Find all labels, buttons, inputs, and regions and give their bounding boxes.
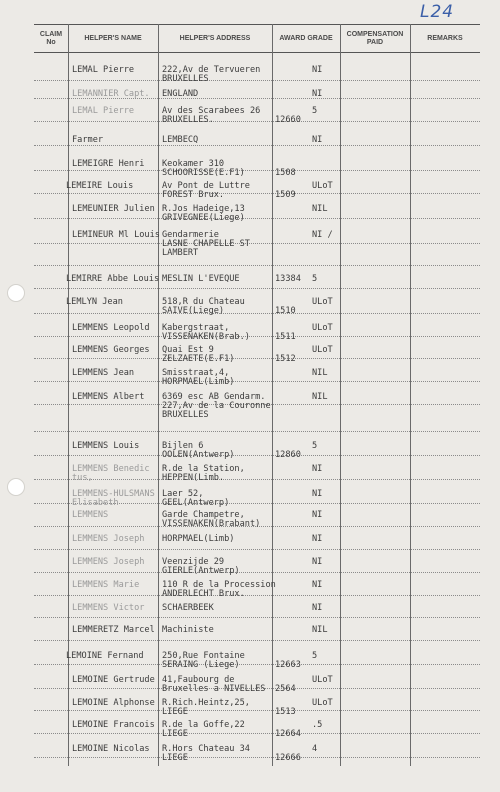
helper-address: Gendarmerie LASNE CHAPELLE ST LAMBERT <box>162 230 250 258</box>
award-number: 12663 <box>275 660 301 670</box>
award-grade: 5 <box>312 441 318 451</box>
helper-address: LEMBECQ <box>162 135 199 145</box>
helper-address: R.Rich.Heintz,25, LIEGE <box>162 698 250 717</box>
row-rule <box>34 455 480 456</box>
helper-address: Av des Scarabees 26 BRUXELLES. <box>162 106 261 125</box>
column-header-name: HELPER'S NAME <box>84 34 142 42</box>
helper-address: SCHAERBEEK <box>162 603 214 613</box>
award-number: 1510 <box>275 306 296 316</box>
award-grade: ULoT <box>312 698 333 708</box>
row-rule <box>34 733 480 734</box>
helper-address: 222,Av de Tervueren BRUXELLES <box>162 65 261 84</box>
row-rule <box>34 313 480 314</box>
helper-address: Veenzijde 29 GIERLE(Antwerp) <box>162 557 240 576</box>
award-grade: NI <box>312 534 323 544</box>
award-grade: NI / <box>312 230 333 240</box>
helper-address: R.de la Goffe,22 LIEGE <box>162 720 245 739</box>
award-grade: NI <box>312 135 323 145</box>
helper-name: LEMMENS Marie <box>72 580 140 590</box>
helper-name: LEMMENS Albert <box>72 392 145 402</box>
helper-name: LEMEIRE Louis <box>66 181 134 191</box>
helper-name: LEMOINE Fernand <box>66 651 144 661</box>
award-grade: NI <box>312 65 323 75</box>
award-grade: 5 <box>312 106 318 116</box>
helper-address: ENGLAND <box>162 89 199 99</box>
helper-address: R.Jos Hadeige,13 GRIVEGNEE(Liege) <box>162 204 245 223</box>
helper-name: LEMMENS <box>72 510 109 520</box>
row-rule <box>34 243 480 244</box>
helper-address: Av Pont de Luttre FOREST Brux. <box>162 181 250 200</box>
award-number: 13384 <box>275 274 301 284</box>
helper-name: LEMAL Pierre <box>72 65 135 75</box>
award-number: 12660 <box>275 115 301 125</box>
helper-name: LEMAL Pierre <box>72 106 135 116</box>
helper-address: Bijlen 6 OOLEN(Antwerp) <box>162 441 235 460</box>
award-number: 1509 <box>275 190 296 200</box>
award-number: 2564 <box>275 684 296 694</box>
row-rule <box>34 265 480 266</box>
helper-name: LEMMENS Joseph <box>72 557 145 567</box>
award-grade: 4 <box>312 744 318 754</box>
award-grade: NIL <box>312 625 328 635</box>
column-divider <box>410 24 411 766</box>
award-grade: NI <box>312 580 323 590</box>
row-rule <box>34 170 480 171</box>
row-rule <box>34 145 480 146</box>
helper-address: Kabergstraat, VISSENAKEN(Brab.) <box>162 323 250 342</box>
punch-hole-bottom <box>7 478 25 496</box>
helper-name: LEMOINE Nicolas <box>72 744 150 754</box>
award-grade: ULoT <box>312 675 333 685</box>
award-grade: .5 <box>312 720 323 730</box>
helper-name: LEMIRRE Abbe Louis <box>66 274 160 284</box>
award-grade: NI <box>312 89 323 99</box>
column-divider <box>340 24 341 766</box>
award-number: 1511 <box>275 332 296 342</box>
header-bottom-rule <box>34 52 480 53</box>
row-rule <box>34 617 480 618</box>
award-grade: NI <box>312 603 323 613</box>
helper-name: LEMMENS Joseph <box>72 534 145 544</box>
helper-name: Farmer <box>72 135 104 145</box>
row-rule <box>34 640 480 641</box>
helper-address: Quai Est 9 ZELZAETE(E.F1) <box>162 345 235 364</box>
helper-address: 110 R de la Procession ANDERLECHT Brux. <box>162 580 276 599</box>
helper-address: 518,R du Chateau SAIVE(Liege) <box>162 297 245 316</box>
row-rule <box>34 358 480 359</box>
award-grade: NI <box>312 557 323 567</box>
row-rule <box>34 193 480 194</box>
award-number: 1508 <box>275 168 296 178</box>
row-rule <box>34 710 480 711</box>
row-rule <box>34 218 480 219</box>
helper-name: LEMMENS Benedic tus, <box>72 464 150 483</box>
helper-name: LEMMERETZ Marcel <box>72 625 155 635</box>
row-rule <box>34 549 480 550</box>
helper-address: Smisstraat,4, HORPMAEL(Limb) <box>162 368 235 387</box>
helper-address: 6369 esc AB Gendarm. 227,Av de la Couronne BRUXELLES <box>162 392 271 420</box>
helper-address: 41,Faubourg de Bruxelles a NIVELLES <box>162 675 266 694</box>
helper-name: LEMEIGRE Henri <box>72 159 145 169</box>
award-grade: NIL <box>312 204 328 214</box>
award-number: 1513 <box>275 707 296 717</box>
file-reference-stamp: L24 <box>420 2 455 22</box>
punch-hole-top <box>7 284 25 302</box>
helper-name: LEMMENS Jean <box>72 368 135 378</box>
helper-name: LEMMENS Victor <box>72 603 145 613</box>
award-grade: NI <box>312 510 323 520</box>
award-number: 12666 <box>275 753 301 763</box>
helper-address: Garde Champetre, VISSENAKEN(Brabant) <box>162 510 261 529</box>
helper-address: MESLIN L'EVEQUE <box>162 274 240 284</box>
award-grade: ULoT <box>312 297 333 307</box>
helper-name: LEMOINE Gertrude <box>72 675 155 685</box>
helper-address: R.Hors Chateau 34 LIEGE <box>162 744 250 763</box>
helper-address: HORPMAEL(Limb) <box>162 534 235 544</box>
award-grade: 5 <box>312 651 318 661</box>
helper-name: LEMMENS Louis <box>72 441 140 451</box>
column-divider <box>272 24 273 766</box>
award-number: 1512 <box>275 354 296 364</box>
award-number: 12860 <box>275 450 301 460</box>
helper-address: Laer 52, GEEL(Antwerp) <box>162 489 230 508</box>
helper-name: LEMLYN Jean <box>66 297 123 307</box>
award-grade: NIL <box>312 368 328 378</box>
column-header-claim: CLAIM No <box>39 30 63 46</box>
helper-name: LEMEUNIER Julien <box>72 204 155 214</box>
helper-name: LEMANNIER Capt. <box>72 89 150 99</box>
row-rule <box>34 431 480 432</box>
helper-name: LEMOINE Francois <box>72 720 155 730</box>
award-number: 12664 <box>275 729 301 739</box>
row-rule <box>34 381 480 382</box>
row-rule <box>34 336 480 337</box>
column-header-grade: AWARD GRADE <box>279 34 333 42</box>
helper-name: LEMMENS Georges <box>72 345 150 355</box>
row-rule <box>34 757 480 758</box>
helper-name: LEMINEUR Ml Louis <box>72 230 160 240</box>
row-rule <box>34 572 480 573</box>
row-rule <box>34 664 480 665</box>
column-divider <box>158 24 159 766</box>
column-header-address: HELPER'S ADDRESS <box>179 34 251 42</box>
helper-address: Machiniste <box>162 625 214 635</box>
award-grade: ULoT <box>312 345 333 355</box>
helper-name: LEMOINE Alphonse <box>72 698 155 708</box>
award-grade: ULoT <box>312 323 333 333</box>
award-grade: NI <box>312 489 323 499</box>
helper-address: R.de la Station, HEPPEN(Limb. <box>162 464 245 483</box>
header-top-rule <box>34 24 480 25</box>
helper-name: LEMMENS-HULSMANS Elisabeth <box>72 489 155 508</box>
helper-address: 250,Rue Fontaine SERAING (Liege) <box>162 651 245 670</box>
helper-address: Keokamer 310 SCHOORISSE(E.F1) <box>162 159 245 178</box>
award-grade: 5 <box>312 274 318 284</box>
column-header-remarks: REMARKS <box>427 34 463 42</box>
row-rule <box>34 288 480 289</box>
award-grade: ULoT <box>312 181 333 191</box>
helper-name: LEMMENS Leopold <box>72 323 150 333</box>
award-grade: NI <box>312 464 323 474</box>
award-grade: NIL <box>312 392 328 402</box>
column-header-compensation: COMPENSATION PAID <box>346 30 404 46</box>
